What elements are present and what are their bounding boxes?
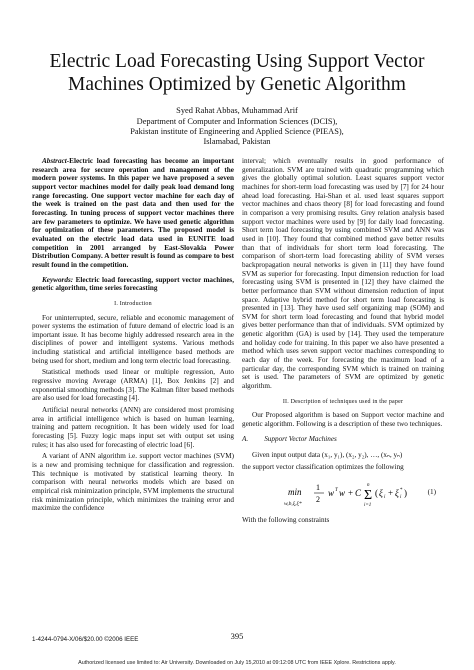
paragraph: interval; which eventually results in good performance of generalization. SVM are trained with quadratic programming which gives the globally optimal solution. Least squares support vector machines for short-term load forecasting was used by [7] for 24 hour ahead load forecasting. Hai-Shan et al. used least squares support vector machines and chaos theory [8] for load forecasting and found in comparison a very promising results. Grey relation analysis based support vector machines were used by [9] for daily load forecasting. Short term load forecasting by using combined SVM and ANN was used in [10]. They found that combined method gave better results than that of individuals for short term load forecasting. The comparison of short-term load forecasting ability of SVM verses backpropagation neural networks is given in [11] they have found SVM as superior for forecasting. Input dimension reduction for load forecasting using SVM is presented in [12] they have claimed the better performance than SVM without dimension reduction of input space. Adaptive hybrid method for short term load forecasting is presented in [13]. They have used self organizing map (SOM) and SVM for short term load forecasting and found that hybrid model gives better performance than that of individuals. SVM optimized by genetic algorithm (GA) is used by [14]. They used the temperature and holiday code for training. In this paper we also have presented a method which uses seven support vector machines corresponding to each day of the week. For forecasting the maximum load of a particular day, the corresponding SVM which is trained on training set is used. The parameters of SVM are optimized by genetic algorithm. [242, 157, 444, 391]
svg-text:*: * [400, 487, 403, 493]
author-institute: Pakistan institute of Engineering and Applied Science (PIEAS), [130, 127, 344, 136]
svg-text:i=1: i=1 [364, 502, 372, 508]
license-notice: Authorized licensed use limited to: Air University. Downloaded on July 15,2010 at 09:12:08 UTC from IEEE Xplore. Restrictions apply. [78, 660, 396, 666]
equation-1 [242, 478, 444, 512]
svg-text:Σ: Σ [364, 487, 373, 503]
subsection-heading [242, 435, 444, 444]
svg-text:w,b,ξ,ξ*: w,b,ξ,ξ* [284, 500, 302, 507]
svg-text:min: min [288, 486, 302, 497]
title-line-1: Electric Load Forecasting Using Support Vector [49, 51, 425, 72]
paragraph: Statistical methods used linear or multiple regression, Auto regressive moving Average (ARMA) [1], Box Jenkins [2] and exponential smoothing methods [3]. The Kalman filter based methods are also used for load forecasting [4]. [32, 368, 234, 403]
svg-text:i: i [400, 494, 402, 500]
paragraph: For uninterrupted, secure, reliable and economic management of power systems the estimation of future demand of electric load is an important issue. It has become highly addressed research area in the disciplines of power and intelligent systems. Various methods including statistical and artificial intelligence based methods are being used for short, medium and long term electric load forecasting. [32, 313, 234, 365]
svg-text:): ) [404, 487, 407, 498]
keywords-text: Electric load forecasting, support vector machines, genetic algorithm, time series forecasting [32, 275, 234, 293]
page-number: 395 [230, 631, 244, 641]
copyright-line: 1-4244-0794-X/06/$20.00 ©2006 IEEE [32, 636, 139, 643]
left-column [32, 157, 234, 516]
section-heading-introduction: I. Introduction [114, 300, 152, 307]
abstract [32, 157, 234, 270]
abstract-label: Abstract- [42, 157, 70, 165]
svg-text:i: i [384, 494, 386, 500]
constraints-text: With the following constraints [242, 515, 330, 524]
right-column [242, 157, 444, 527]
svg-text:T: T [335, 487, 338, 493]
svg-text:ξ: ξ [379, 487, 383, 498]
svg-text:2: 2 [316, 494, 320, 504]
title-line-2: Machines Optimized by Genetic Algorithm [68, 74, 406, 95]
paragraph: A variant of ANN algorithm i.e. support vector machines (SVM) is a new and promising technique for classification and regression. This technique is motivated by statistical learning theory. In comparison with neural networks models which are based on empirical risk minimization principle, SVM implements the structural risk minimization principle, which minimizes the training error and maximize the confidence [32, 452, 234, 513]
subsection-number: A. [242, 434, 249, 443]
svg-text:1: 1 [316, 482, 320, 492]
author-names: Syed Rahat Abbas, Muhammad Arif [176, 106, 298, 115]
author-city: Islamabad, Pakistan [203, 137, 271, 146]
paper-title [0, 50, 474, 96]
svg-text:+: + [348, 487, 354, 498]
keywords-label: Keywords: [42, 275, 74, 284]
classification-text: the support vector classification optimizes the following [242, 463, 404, 471]
svg-text:ξ: ξ [395, 487, 399, 498]
svg-text:(: ( [375, 487, 378, 498]
equation-number: (1) [427, 487, 436, 496]
svg-text:w: w [339, 487, 346, 498]
svg-text:w: w [328, 487, 335, 498]
keywords [32, 276, 234, 293]
svg-text:n: n [367, 482, 370, 488]
paragraph: Artificial neural networks (ANN) are considered most promising area in artificial intelligence which is based on human learning, training and pattern recognition. It has been widely used for load forecasting [5]. Fuzzy logic maps input set with output set using rules; it has also used for forecasting of electric load [6]. [32, 406, 234, 449]
given-data-text: Given input output data (x₁, y₁), (x₂, y₂), …, (xₙ, yₙ) [252, 451, 403, 460]
section-heading-techniques: II. Description of techniques used in the paper [282, 398, 404, 405]
author-department: Department of Computer and Information Sciences (DCIS), [136, 117, 338, 126]
author-block [0, 106, 474, 147]
svg-text:C: C [355, 487, 362, 498]
subsection-title: Support Vector Machines [264, 434, 337, 443]
abstract-text: Electric load forecasting has become an important research area for secure operation and management of the modern power systems. In this paper we have proposed a seven support vector machines model for daily peak load demand long range forecasting. One support vector machine for each day of the week is trained on the past data and then used for the forecasting. In tuning process of support vector machines there are few parameters to optimize. We have used genetic algorithm for optimization of these parameters. The proposed model is evaluated on the electric load data used in EUNITE load competition in 2001 arranged by East-Slovakia Power Distribution Company. A better result is found as compare to best result found in the competition. [32, 157, 234, 269]
paragraph: Our Proposed algorithm is based on Support vector machine and genetic algorithm. Following is a description of these two techniques. [242, 411, 444, 429]
svg-text:+: + [388, 487, 394, 498]
equation-graphic [282, 478, 442, 512]
